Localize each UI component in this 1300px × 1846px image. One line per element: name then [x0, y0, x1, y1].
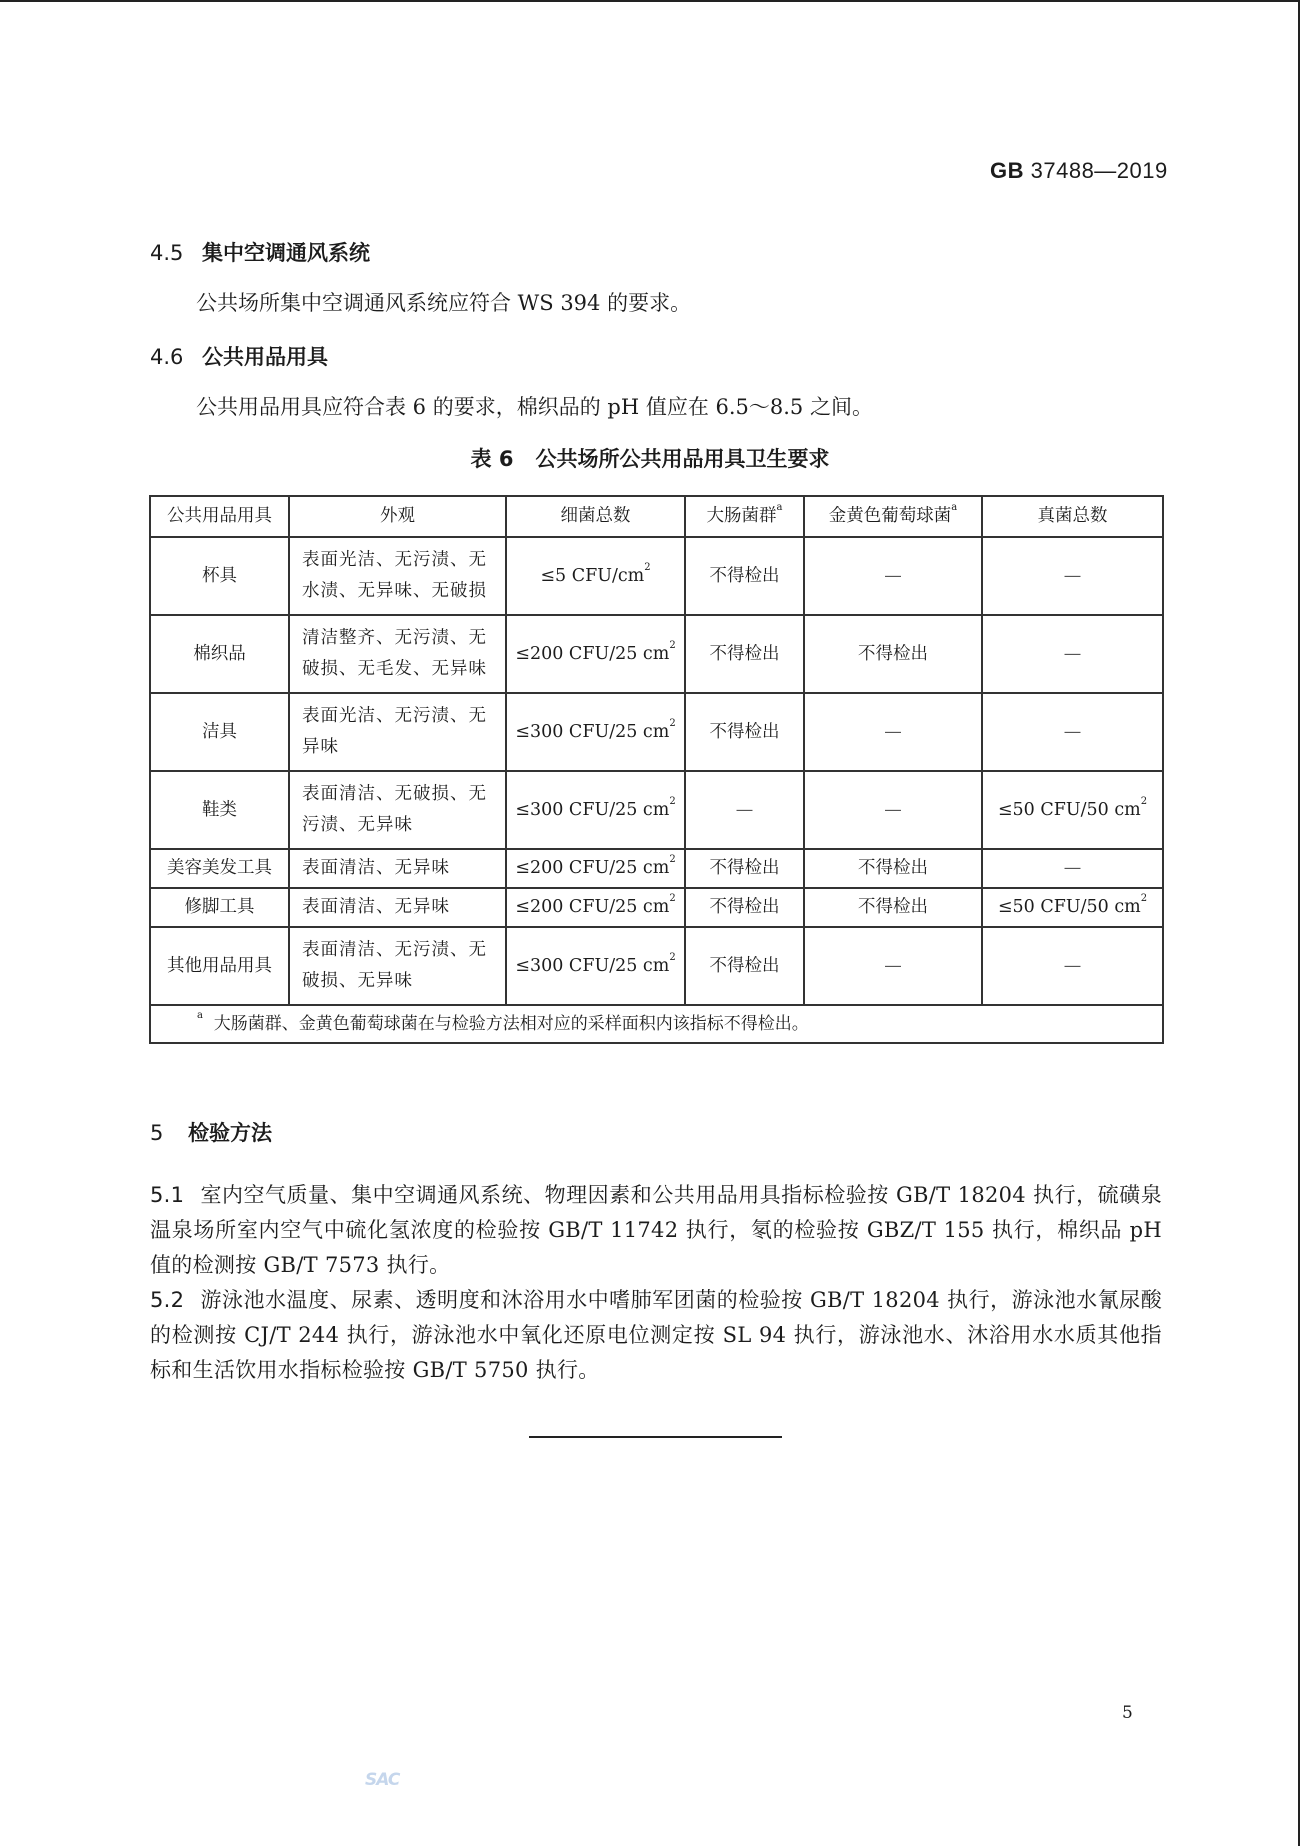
cell-fungi: — — [982, 615, 1163, 693]
cell-item: 棉织品 — [150, 615, 289, 693]
header-appearance: 外观 — [289, 496, 506, 537]
cell-item: 其他用品用具 — [150, 927, 289, 1005]
hygiene-requirements-table — [149, 495, 1164, 1044]
cell-bacteria: ≤5 CFU/$cm^2$ — [506, 537, 685, 615]
cell-coliform: 不得检出 — [685, 615, 804, 693]
page-number: 5 — [1122, 1703, 1133, 1723]
page-border-top — [0, 0, 1300, 2]
header-staph: 金黄色葡萄球菌$^a$ — [804, 496, 982, 537]
cell-staph: 不得检出 — [804, 849, 982, 888]
end-of-text-rule — [529, 1436, 782, 1438]
cell-staph: — — [804, 537, 982, 615]
cell-fungi: — — [982, 927, 1163, 1005]
standard-prefix: GB — [990, 158, 1024, 183]
cell-coliform: 不得检出 — [685, 849, 804, 888]
table-row — [150, 771, 1163, 849]
cell-staph: 不得检出 — [804, 615, 982, 693]
section-4-5-text: 公共场所集中空调通风系统应符合 WS 394 的要求。 — [196, 291, 692, 315]
cell-bacteria: ≤200 CFU/25 $cm^2$ — [506, 615, 685, 693]
section-4-5-heading — [150, 237, 370, 267]
table-number: 表 6 — [470, 447, 514, 471]
cell-fungi: — — [982, 849, 1163, 888]
section-5-1-paragraph — [150, 1178, 1162, 1283]
cell-fungi: ≤50 CFU/50 $cm^2$ — [982, 888, 1163, 927]
cell-item: 修脚工具 — [150, 888, 289, 927]
standard-number: 37488—2019 — [1030, 158, 1168, 183]
section-number: 4.5 — [150, 241, 184, 265]
cell-coliform: 不得检出 — [685, 927, 804, 1005]
cell-appearance: 表面清洁、无异味 — [289, 849, 506, 888]
header-item: 公共用品用具 — [150, 496, 289, 537]
table-row — [150, 693, 1163, 771]
table-row — [150, 615, 1163, 693]
cell-item: 洁具 — [150, 693, 289, 771]
clause-text: 室内空气质量、集中空调通风系统、物理因素和公共用品用具指标检验按 GB/T 18204 执行，硫磺泉温泉场所室内空气中硫化氢浓度的检验按 GB/T 11742 执行，氡的检验按 GBZ/T 155 执行，棉织品 pH 值的检测按 GB/T 7573 执行。 — [150, 1183, 1162, 1277]
sac-watermark-logo: SAC — [365, 1770, 400, 1790]
cell-staph: 不得检出 — [804, 888, 982, 927]
standard-code — [990, 158, 1168, 184]
cell-item: 美容美发工具 — [150, 849, 289, 888]
cell-coliform: 不得检出 — [685, 888, 804, 927]
cell-fungi: — — [982, 537, 1163, 615]
header-fungi: 真菌总数 — [982, 496, 1163, 537]
section-5-2-paragraph — [150, 1283, 1162, 1388]
section-title: 集中空调通风系统 — [202, 241, 370, 265]
section-title: 检验方法 — [188, 1121, 272, 1145]
cell-coliform: — — [685, 771, 804, 849]
cell-bacteria: ≤200 CFU/25 $cm^2$ — [506, 888, 685, 927]
table-row — [150, 927, 1163, 1005]
section-title: 公共用品用具 — [202, 345, 328, 369]
cell-appearance: 表面清洁、无污渍、无 破损、无异味 — [289, 927, 506, 1005]
header-bacteria: 细菌总数 — [506, 496, 685, 537]
section-4-6-heading — [150, 341, 328, 371]
cell-bacteria: ≤300 CFU/25 $cm^2$ — [506, 771, 685, 849]
cell-appearance: 表面光洁、无污渍、无 异味 — [289, 693, 506, 771]
clause-number: 5.1 — [150, 1183, 185, 1207]
section-5-heading — [150, 1117, 272, 1147]
table-header-row — [150, 496, 1163, 537]
cell-fungi: — — [982, 693, 1163, 771]
cell-staph: — — [804, 771, 982, 849]
cell-bacteria: ≤300 CFU/25 $cm^2$ — [506, 693, 685, 771]
clause-text: 游泳池水温度、尿素、透明度和沐浴用水中嗜肺军团菌的检验按 GB/T 18204 执行，游泳池水氰尿酸的检测按 CJ/T 244 执行，游泳池水中氧化还原电位测定按 SL 94 执行，游泳池水、沐浴用水水质其他指标和生活饮用水指标检验按 GB/T 5750 执行。 — [150, 1288, 1162, 1382]
cell-coliform: 不得检出 — [685, 537, 804, 615]
section-number: 5 — [150, 1121, 164, 1145]
cell-staph: — — [804, 927, 982, 1005]
section-4-6-text: 公共用品用具应符合表 6 的要求，棉织品的 pH 值应在 6.5～8.5 之间。 — [196, 395, 873, 419]
table-footnote-row — [150, 1005, 1163, 1043]
cell-appearance: 表面光洁、无污渍、无 水渍、无异味、无破损 — [289, 537, 506, 615]
cell-appearance: 清洁整齐、无污渍、无 破损、无毛发、无异味 — [289, 615, 506, 693]
cell-item: 杯具 — [150, 537, 289, 615]
table-title: 公共场所公共用品用具卫生要求 — [535, 447, 830, 471]
cell-bacteria: ≤200 CFU/25 $cm^2$ — [506, 849, 685, 888]
section-number: 4.6 — [150, 345, 184, 369]
table-footnote: $^a$ 大肠菌群、金黄色葡萄球菌在与检验方法相对应的采样面积内该指标不得检出。 — [150, 1005, 1163, 1043]
table-row — [150, 888, 1163, 927]
cell-item: 鞋类 — [150, 771, 289, 849]
cell-coliform: 不得检出 — [685, 693, 804, 771]
table-row — [150, 849, 1163, 888]
cell-appearance: 表面清洁、无破损、无 污渍、无异味 — [289, 771, 506, 849]
table-row — [150, 537, 1163, 615]
cell-staph: — — [804, 693, 982, 771]
cell-bacteria: ≤300 CFU/25 $cm^2$ — [506, 927, 685, 1005]
cell-fungi: ≤50 CFU/50 $cm^2$ — [982, 771, 1163, 849]
header-coliform: 大肠菌群$^a$ — [685, 496, 804, 537]
cell-appearance: 表面清洁、无异味 — [289, 888, 506, 927]
clause-number: 5.2 — [150, 1288, 185, 1312]
table-caption — [0, 443, 1300, 473]
